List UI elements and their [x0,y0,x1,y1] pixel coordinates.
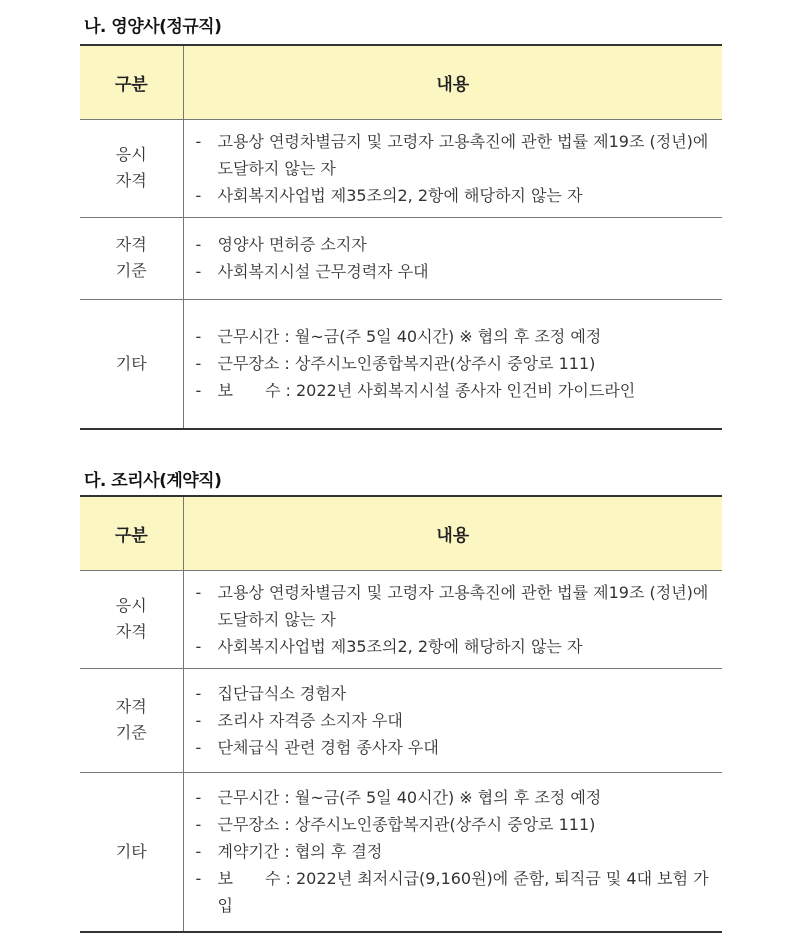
list-item: - 근무장소 : 상주시노인종합복지관(상주시 중앙로 111) [195,354,596,374]
nutritionist-table [80,44,722,430]
header-content: 내용 [183,496,722,570]
row-content [183,668,722,772]
header-category: 구분 [80,496,183,570]
list-item: - 근무시간 : 월~금(주 5일 40시간) ※ 협의 후 조정 예정 [195,788,602,808]
row-content [183,772,722,932]
row-category: 응시 자격 [80,570,183,668]
row-content [183,570,722,668]
list-item: - 사회복지시설 근무경력자 우대 [195,262,429,281]
list-item: - 사회복지사업법 제35조의2, 2항에 해당하지 않는 자 [195,185,583,205]
section-title-nutritionist: 나. 영양사(정규직) [84,17,222,37]
table-row [80,119,722,217]
table-row [80,668,722,772]
header-category: 구분 [80,45,183,119]
row-category: 응시 자격 [80,119,183,217]
list-item: - 근무장소 : 상주시노인종합복지관(상주시 중앙로 111) [195,815,596,835]
list-item: - 보 수 : 2022년 사회복지시설 종사자 인건비 가이드라인 [195,381,636,401]
list-item: - 고용상 연령차별금지 및 고령자 고용촉진에 관한 법률 제19조 (정년)에 도달하지 않는 자 [195,582,709,629]
list-item: - 사회복지사업법 제35조의2, 2항에 해당하지 않는 자 [195,636,583,656]
list-item: - 보 수 : 2022년 최저시급(9,160원)에 준함, 퇴직금 및 4대 보험 가입 [195,869,709,916]
table-row [80,217,722,299]
list-item: - 근무시간 : 월~금(주 5일 40시간) ※ 협의 후 조정 예정 [195,327,602,347]
cook-table [80,495,722,933]
row-content [183,119,722,217]
list-item: - 고용상 연령차별금지 및 고령자 고용촉진에 관한 법률 제19조 (정년)에 도달하지 않는 자 [195,131,709,178]
section-title-cook: 다. 조리사(계약직) [84,471,222,491]
table-row [80,772,722,932]
row-content [183,299,722,429]
row-category: 자격 기준 [80,668,183,772]
row-category: 기타 [80,772,183,932]
list-item: - 조리사 자격증 소지자 우대 [195,710,403,730]
row-content [183,217,722,299]
table-header-row [80,45,722,119]
table-row [80,570,722,668]
list-item: - 계약기간 : 협의 후 결정 [195,842,383,862]
row-category: 자격 기준 [80,217,183,299]
row-category: 기타 [80,299,183,429]
list-item: - 영양사 면허증 소지자 [195,235,367,254]
list-item: - 집단급식소 경험자 [195,683,347,703]
header-content: 내용 [183,45,722,119]
table-row [80,299,722,429]
list-item: - 단체급식 관련 경험 종사자 우대 [195,737,439,757]
table-header-row [80,496,722,570]
